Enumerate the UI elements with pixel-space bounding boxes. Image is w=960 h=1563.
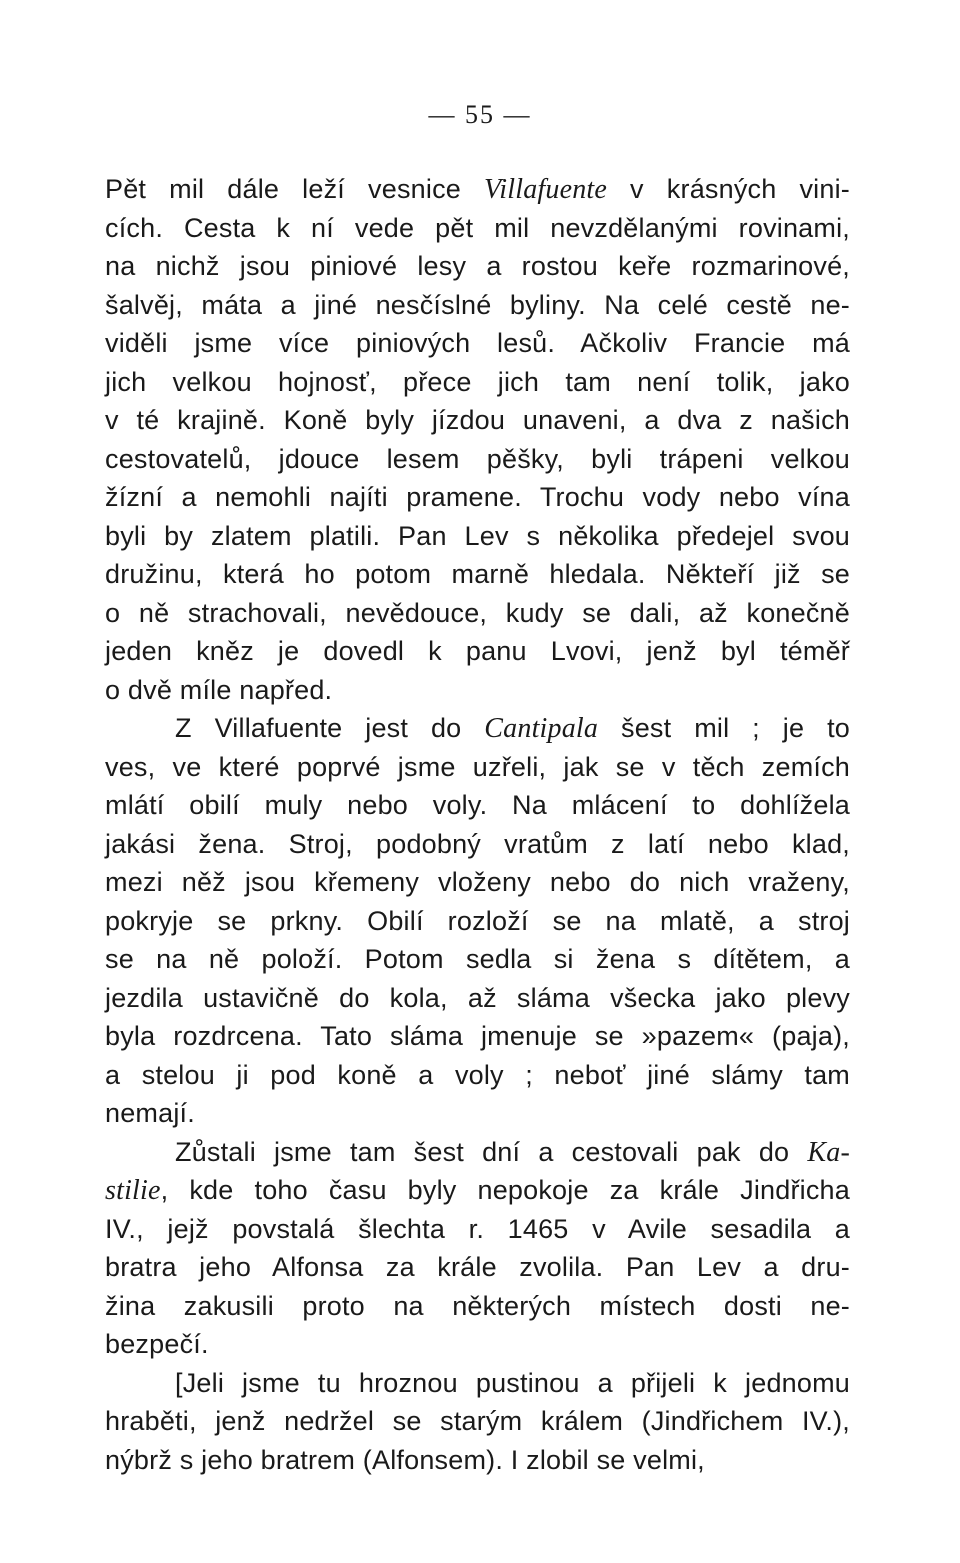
text-line xyxy=(105,1364,850,1403)
text-line xyxy=(105,902,850,941)
text-line xyxy=(105,1056,850,1095)
text-line xyxy=(105,440,850,479)
text-segment: nýbrž s jeho bratrem (Alfonsem). I zlobil se velmi, xyxy=(105,1444,705,1475)
text-segment: v té krajině. Koně byly jízdou unaveni, a dva z našich xyxy=(105,405,850,435)
text-line xyxy=(105,555,850,594)
text-line xyxy=(105,363,850,402)
text-segment: , kde toho času byly nepokoje za krále Jindřicha xyxy=(160,1175,850,1205)
text-segment: šest mil ; je to xyxy=(598,713,850,743)
text-segment: bratra jeho Alfonsa za krále zvolila. Pan Lev a dru- xyxy=(105,1252,850,1282)
text-line xyxy=(105,247,850,286)
text-segment: byli by zlatem platili. Pan Lev s několika předejel svou xyxy=(105,520,850,551)
text-line xyxy=(105,863,850,902)
text-line xyxy=(105,671,850,710)
text-line xyxy=(105,1094,850,1133)
text-line xyxy=(105,209,850,248)
text-line xyxy=(105,748,850,787)
text-segment: [Jeli jsme tu hroznou pustinou a přijeli k jednomu xyxy=(175,1367,850,1398)
text-segment: šalvěj, máta a jiné nesčíslné byliny. Na celé cestě ne- xyxy=(105,289,850,320)
text-segment: ves, ve které poprvé jsme uzřeli, jak se v těch zemích xyxy=(105,751,850,782)
text-line xyxy=(105,825,850,864)
text-segment: v krásných vini- xyxy=(607,174,850,204)
text-line xyxy=(105,979,850,1018)
text-segment: mlátí obilí muly nebo voly. Na mlácení to dohlížela xyxy=(105,790,850,820)
text-segment: a stelou ji pod koně a voly ; neboť jiné slámy tam xyxy=(105,1059,850,1090)
text-line xyxy=(105,1248,850,1287)
italic-place-name: Villafuente xyxy=(484,174,608,205)
text-line xyxy=(105,324,850,363)
text-segment: jich velkou hojnosť, přece jich tam není tolik, jako xyxy=(105,366,850,397)
body-text xyxy=(105,170,850,1479)
text-line xyxy=(105,1441,850,1480)
text-line xyxy=(105,1402,850,1441)
text-line xyxy=(105,1017,850,1056)
text-segment: cestovatelů, jdouce lesem pěšky, byli trápeni velkou xyxy=(105,443,850,474)
text-segment: Pět mil dále leží vesnice xyxy=(105,174,485,204)
text-line xyxy=(105,1171,850,1210)
text-line xyxy=(105,786,850,825)
text-line xyxy=(105,1287,850,1326)
text-line xyxy=(105,170,850,209)
text-line xyxy=(105,709,850,748)
text-segment: mezi něž jsou křemeny vloženy nebo do nich vraženy, xyxy=(105,867,850,897)
text-segment: viděli jsme více piniových lesů. Ačkoliv Francie má xyxy=(105,328,850,358)
text-segment: jezdila ustavičně do kola, až sláma všecka jako plevy xyxy=(105,982,850,1013)
italic-place-name: stilie xyxy=(105,1175,161,1206)
text-segment: žina zakusili proto na některých místech dosti ne- xyxy=(105,1290,850,1321)
text-line xyxy=(105,401,850,440)
text-segment: byla rozdrcena. Tato sláma jmenuje se »pazem« (paja), xyxy=(105,1021,850,1051)
text-segment: se na ně položí. Potom sedla si žena s dítětem, a xyxy=(105,944,850,974)
text-segment: Zůstali jsme tam šest dní a cestovali pak do xyxy=(175,1136,808,1167)
text-line xyxy=(105,594,850,633)
text-segment: bezpečí. xyxy=(105,1329,209,1359)
text-segment: na nichž jsou piniové lesy a rostou keře rozmarinové, xyxy=(105,251,850,281)
text-segment: jeden kněz je dovedl k panu Lvovi, jenž byl téměř xyxy=(105,636,850,666)
text-segment: IV., jejž povstalá šlechta r. 1465 v Avile sesadila a xyxy=(105,1213,850,1244)
text-segment: jakási žena. Stroj, podobný vratům z latí nebo klad, xyxy=(105,828,850,859)
italic-place-name: Cantipala xyxy=(484,713,599,744)
text-line xyxy=(105,1325,850,1364)
text-line xyxy=(105,478,850,517)
text-segment: o dvě míle napřed. xyxy=(105,674,333,705)
text-segment: pokryje se prkny. Obilí rozloží se na mlatě, a stroj xyxy=(105,905,850,936)
text-segment: Z Villafuente jest do xyxy=(175,713,485,743)
text-line xyxy=(105,940,850,979)
text-segment: družinu, která ho potom marně hledala. Někteří již se xyxy=(105,559,850,589)
text-line xyxy=(105,632,850,671)
text-line xyxy=(105,1210,850,1249)
text-segment: žízní a nemohli najíti pramene. Trochu vody nebo vína xyxy=(105,482,850,512)
text-line xyxy=(105,1133,850,1172)
page-number: — 55 — xyxy=(428,100,532,129)
text-segment: cích. Cesta k ní vede pět mil nevzdělanými rovinami, xyxy=(105,212,850,243)
text-segment: hraběti, jenž nedržel se starým králem (Jindřichem IV.), xyxy=(105,1406,850,1436)
italic-place-name: Ka- xyxy=(807,1136,850,1168)
text-line xyxy=(105,517,850,556)
text-line xyxy=(105,286,850,325)
text-segment: nemají. xyxy=(105,1098,195,1128)
text-segment: o ně strachovali, nevědouce, kudy se dali, až konečně xyxy=(105,597,850,628)
